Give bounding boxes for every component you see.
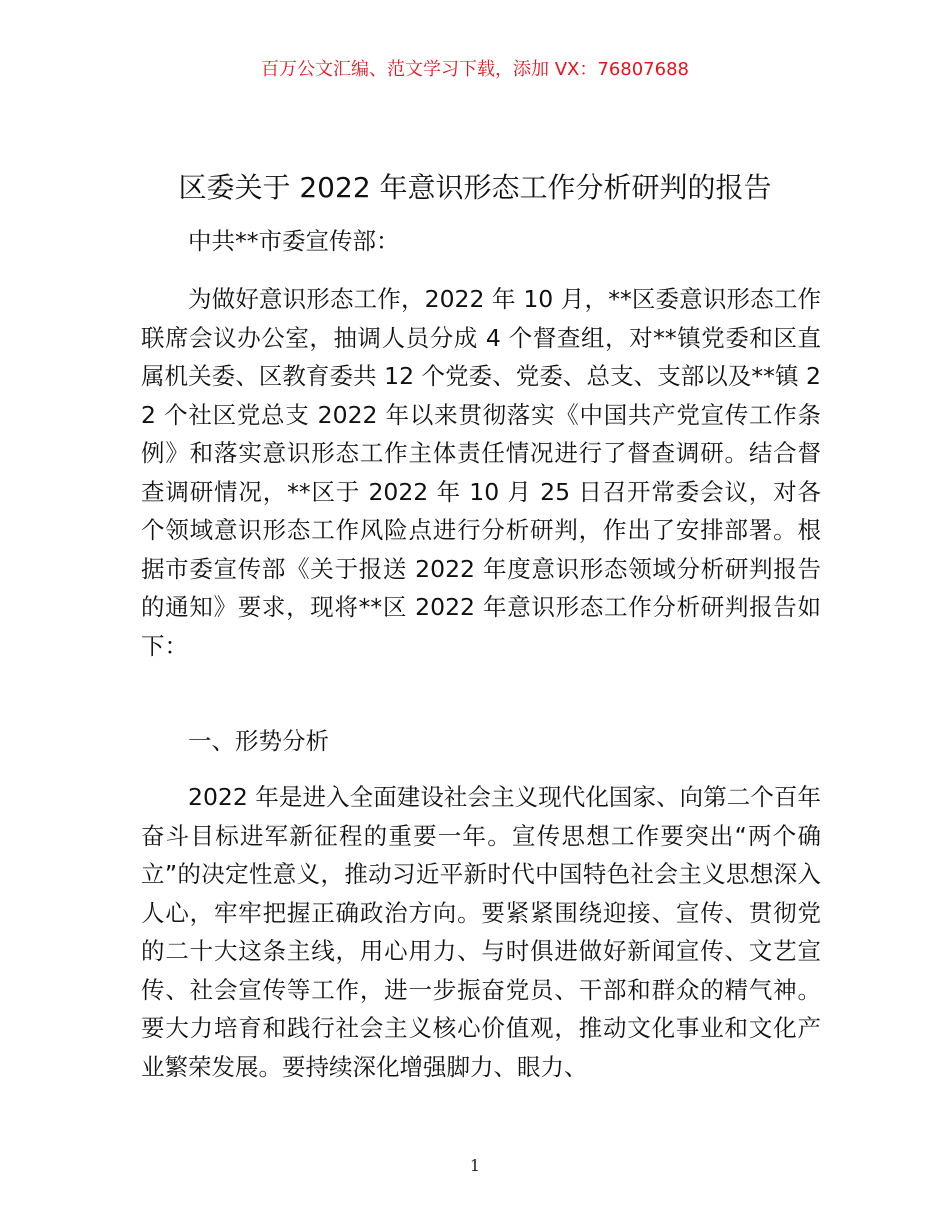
paragraph-2: 2022 年是进入全面建设社会主义现代化国家、向第二个百年奋斗目标进军新征程的重要一年。宣传思想工作要突出“两个确立”的决定性意义，推动习近平新时代中国特色社会主义思想深入人心，牢牢把握正确政治方向。要紧紧围绕迎接、宣传、贯彻党的二十大这条主线，用心用力、与时俱进做好新闻宣传、文艺宣传、社会宣传等工作，进一步振奋党员、干部和群众的精气神。要大力培育和践行社会主义核心价值观，推动文化事业和文化产业繁荣发展。要持续深化增强脚力、眼力、 (141, 783, 821, 1081)
section-heading-block (141, 722, 821, 761)
section-heading-1: 一、形势分析 (188, 727, 329, 755)
paragraph-block-2 (141, 778, 821, 1086)
salutation: 中共**市委宣传部： (188, 227, 400, 255)
paragraph-block-1 (141, 280, 821, 665)
document-title: 区委关于 2022 年意识形态工作分析研判的报告 (178, 171, 772, 204)
page-number: 1 (469, 1156, 481, 1175)
paragraph-1: 为做好意识形态工作，2022 年 10 月，**区委意识形态工作联席会议办公室，抽调人员分成 4 个督查组，对**镇党委和区直属机关委、区教育委共 12 个党委、党委、总支、支部以及**镇 22 个社区党总支 2022 年以来贯彻落实《中国共产党宣传工作条例》和落实意识形态工作主体责任情况进行了督查调研。结合督查调研情况，**区于 2022 年 10 月 25 日召开常委会议，对各个领域意识形态工作风险点进行分析研判，作出了安排部署。根据市委宣传部《关于报送 2022 年度意识形态领域分析研判报告的通知》要求，现将**区 2022 年意识形态工作分析研判报告如下： (141, 285, 821, 660)
header-banner: 百万公文汇编、范文学习下载，添加 VX：76807688 (261, 59, 689, 80)
salutation-block (141, 222, 821, 261)
